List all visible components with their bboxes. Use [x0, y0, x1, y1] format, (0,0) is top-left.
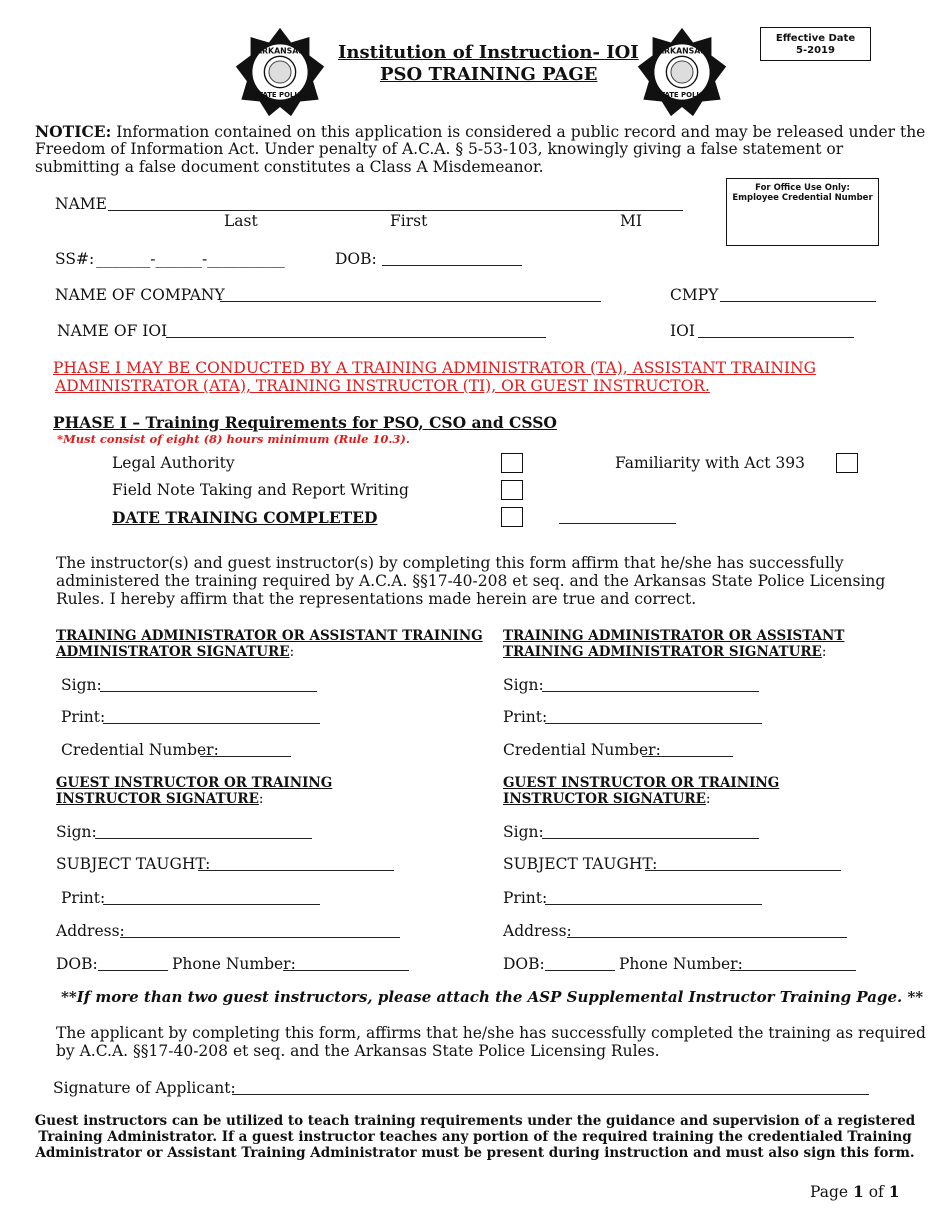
ta-left-sign-field[interactable]: [100, 678, 317, 692]
ss-field[interactable]: _______-______-__________: [96, 250, 285, 268]
gi-left-heading-2: INSTRUCTOR SIGNATURE:: [56, 791, 264, 807]
last-name-caption: Last: [224, 212, 258, 230]
notice-line-3: submitting a false document constitutes a Class A Misdemeanor.: [35, 158, 544, 176]
field-note-checkbox[interactable]: [501, 480, 523, 500]
phase1-subtitle: *Must consist of eight (8) hours minimum (Rule 10.3).: [57, 432, 410, 446]
gi-right-dob-field[interactable]: [545, 957, 615, 971]
notice-line-2: Freedom of Information Act. Under penalty of A.C.A. § 5-53-103, knowingly giving a false statement or: [35, 140, 844, 158]
seal-text-bottom: STATE POLICE: [253, 90, 307, 99]
gi-left-address-label: Address:: [56, 922, 125, 940]
legal-authority-checkbox[interactable]: [501, 453, 523, 473]
ioi-name-field[interactable]: [166, 324, 546, 338]
act-393-checkbox[interactable]: [836, 453, 858, 473]
gi-right-sign-field[interactable]: [542, 825, 759, 839]
ta-left-heading-2: ADMINISTRATOR SIGNATURE:: [56, 644, 295, 660]
phase-notice-line-1: PHASE I MAY BE CONDUCTED BY A TRAINING ADMINISTRATOR (TA), ASSISTANT TRAINING: [53, 359, 816, 377]
footer-note-line-2: Training Administrator. If a guest instructor teaches any portion of the required training the credentialed Training: [38, 1129, 912, 1145]
applicant-signature-label: Signature of Applicant:: [53, 1079, 236, 1097]
gi-left-print-field[interactable]: [103, 891, 320, 905]
effective-date-label: Effective Date: [775, 33, 856, 44]
ta-left-print-label: Print:: [61, 708, 106, 726]
office-use-label: For Office Use Only:: [755, 183, 850, 193]
attach-supplemental-note: **If more than two guest instructors, please attach the ASP Supplemental Instructor Training Page. **: [61, 988, 924, 1006]
notice-label: NOTICE:: [35, 122, 112, 141]
applicant-affirm-line-1: The applicant by completing this form, affirms that he/she has successfully completed the training as required: [56, 1024, 926, 1042]
gi-right-subject-field[interactable]: [645, 857, 841, 871]
effective-date-box: [760, 27, 871, 61]
company-field[interactable]: [220, 288, 601, 302]
arkansas-state-police-seal-left: [234, 26, 326, 118]
ta-left-heading-1: TRAINING ADMINISTRATOR OR ASSISTANT TRAINING: [56, 628, 483, 644]
gi-left-subject-field[interactable]: [198, 857, 394, 871]
gi-left-heading-1: GUEST INSTRUCTOR OR TRAINING: [56, 775, 333, 791]
cmpy-label: CMPY: [670, 286, 719, 304]
ta-left-credential-label: Credential Number:: [61, 741, 219, 759]
seal-text-bottom: STATE POLICE: [655, 90, 709, 99]
footer-note-line-3: Administrator or Assistant Training Administrator must be present during instruction and must also sign this form.: [35, 1145, 915, 1161]
ta-right-credential-label: Credential Number:: [503, 741, 661, 759]
date-training-completed-label: DATE TRAINING COMPLETED: [112, 508, 378, 527]
notice-line-1: NOTICE: Information contained on this application is considered a public record and may be released under the: [35, 122, 926, 141]
gi-right-heading-2: INSTRUCTOR SIGNATURE:: [503, 791, 711, 807]
effective-date-value: 5-2019: [796, 45, 835, 56]
ta-left-print-field[interactable]: [103, 710, 320, 724]
seal-text-top: ARKANSAS: [657, 46, 707, 56]
act-393-label: Familiarity with Act 393: [615, 454, 806, 472]
office-use-box: [726, 178, 879, 246]
ioi-field[interactable]: [698, 324, 854, 338]
gi-right-print-label: Print:: [503, 889, 548, 907]
date-training-completed-field[interactable]: [559, 510, 676, 524]
ta-left-sign-label: Sign:: [61, 676, 102, 694]
footer-note-line-1: Guest instructors can be utilized to teach training requirements under the guidance and supervision of a registered: [34, 1113, 916, 1129]
applicant-signature-field[interactable]: [232, 1081, 869, 1095]
affirmation-line-2: administered the training required by A.C.A. §§17-40-208 et seq. and the Arkansas State Police Licensing: [56, 572, 886, 590]
applicant-affirm-line-2: by A.C.A. §§17-40-208 et seq. and the Arkansas State Police Licensing Rules.: [56, 1042, 660, 1060]
name-field[interactable]: [108, 197, 683, 211]
dob-label: DOB:: [335, 250, 377, 268]
ta-right-credential-field[interactable]: [642, 743, 733, 757]
legal-authority-label: Legal Authority: [112, 454, 235, 472]
gi-left-sign-label: Sign:: [56, 823, 97, 841]
gi-left-address-field[interactable]: [120, 924, 400, 938]
gi-right-sign-label: Sign:: [503, 823, 544, 841]
gi-right-phone-label: Phone Number:: [619, 955, 743, 973]
middle-initial-caption: MI: [620, 212, 642, 230]
affirmation-line-1: The instructor(s) and guest instructor(s) by completing this form affirm that he/she has successfully: [56, 554, 844, 572]
phase1-title: PHASE I – Training Requirements for PSO, CSO and CSSO: [53, 413, 557, 432]
ta-right-sign-label: Sign:: [503, 676, 544, 694]
gi-left-dob-field[interactable]: [98, 957, 168, 971]
seal-text-top: ARKANSAS: [255, 46, 305, 56]
gi-left-phone-field[interactable]: [283, 957, 409, 971]
gi-right-address-field[interactable]: [567, 924, 847, 938]
gi-right-dob-label: DOB:: [503, 955, 545, 973]
gi-right-address-label: Address:: [503, 922, 572, 940]
gi-left-phone-label: Phone Number:: [172, 955, 296, 973]
dob-field[interactable]: [382, 252, 522, 266]
page-number: Page 1 of 1: [810, 1182, 900, 1201]
employee-credential-label: Employee Credential Number: [732, 193, 873, 203]
gi-right-subject-label: SUBJECT TAUGHT:: [503, 855, 658, 873]
gi-right-heading-1: GUEST INSTRUCTOR OR TRAINING: [503, 775, 780, 791]
ta-right-print-label: Print:: [503, 708, 548, 726]
first-name-caption: First: [390, 212, 428, 230]
form-subtitle: PSO TRAINING PAGE: [380, 64, 598, 85]
ta-right-sign-field[interactable]: [542, 678, 759, 692]
ta-right-heading-2: TRAINING ADMINISTRATOR SIGNATURE:: [503, 644, 827, 660]
cmpy-field[interactable]: [720, 288, 876, 302]
ss-label: SS#:: [55, 250, 95, 268]
gi-left-print-label: Print:: [61, 889, 106, 907]
gi-right-phone-field[interactable]: [730, 957, 856, 971]
ioi-name-label: NAME OF IOI: [57, 322, 168, 340]
gi-left-subject-label: SUBJECT TAUGHT:: [56, 855, 211, 873]
company-label: NAME OF COMPANY: [55, 286, 225, 304]
arkansas-state-police-seal-right: [636, 26, 728, 118]
ta-left-credential-field[interactable]: [200, 743, 291, 757]
gi-right-print-field[interactable]: [545, 891, 762, 905]
field-note-label: Field Note Taking and Report Writing: [112, 481, 409, 499]
date-training-completed-checkbox[interactable]: [501, 507, 523, 527]
form-title: Institution of Instruction- IOI: [338, 42, 639, 63]
ta-right-print-field[interactable]: [545, 710, 762, 724]
name-label: NAME: [55, 195, 107, 213]
affirmation-line-3: Rules. I hereby affirm that the representations made herein are true and correct.: [56, 590, 697, 608]
phase-notice-line-2: ADMINISTRATOR (ATA), TRAINING INSTRUCTOR (TI), OR GUEST INSTRUCTOR.: [55, 377, 710, 395]
gi-left-dob-label: DOB:: [56, 955, 98, 973]
ioi-label: IOI: [670, 322, 695, 340]
ta-right-heading-1: TRAINING ADMINISTRATOR OR ASSISTANT: [503, 628, 845, 644]
gi-left-sign-field[interactable]: [95, 825, 312, 839]
